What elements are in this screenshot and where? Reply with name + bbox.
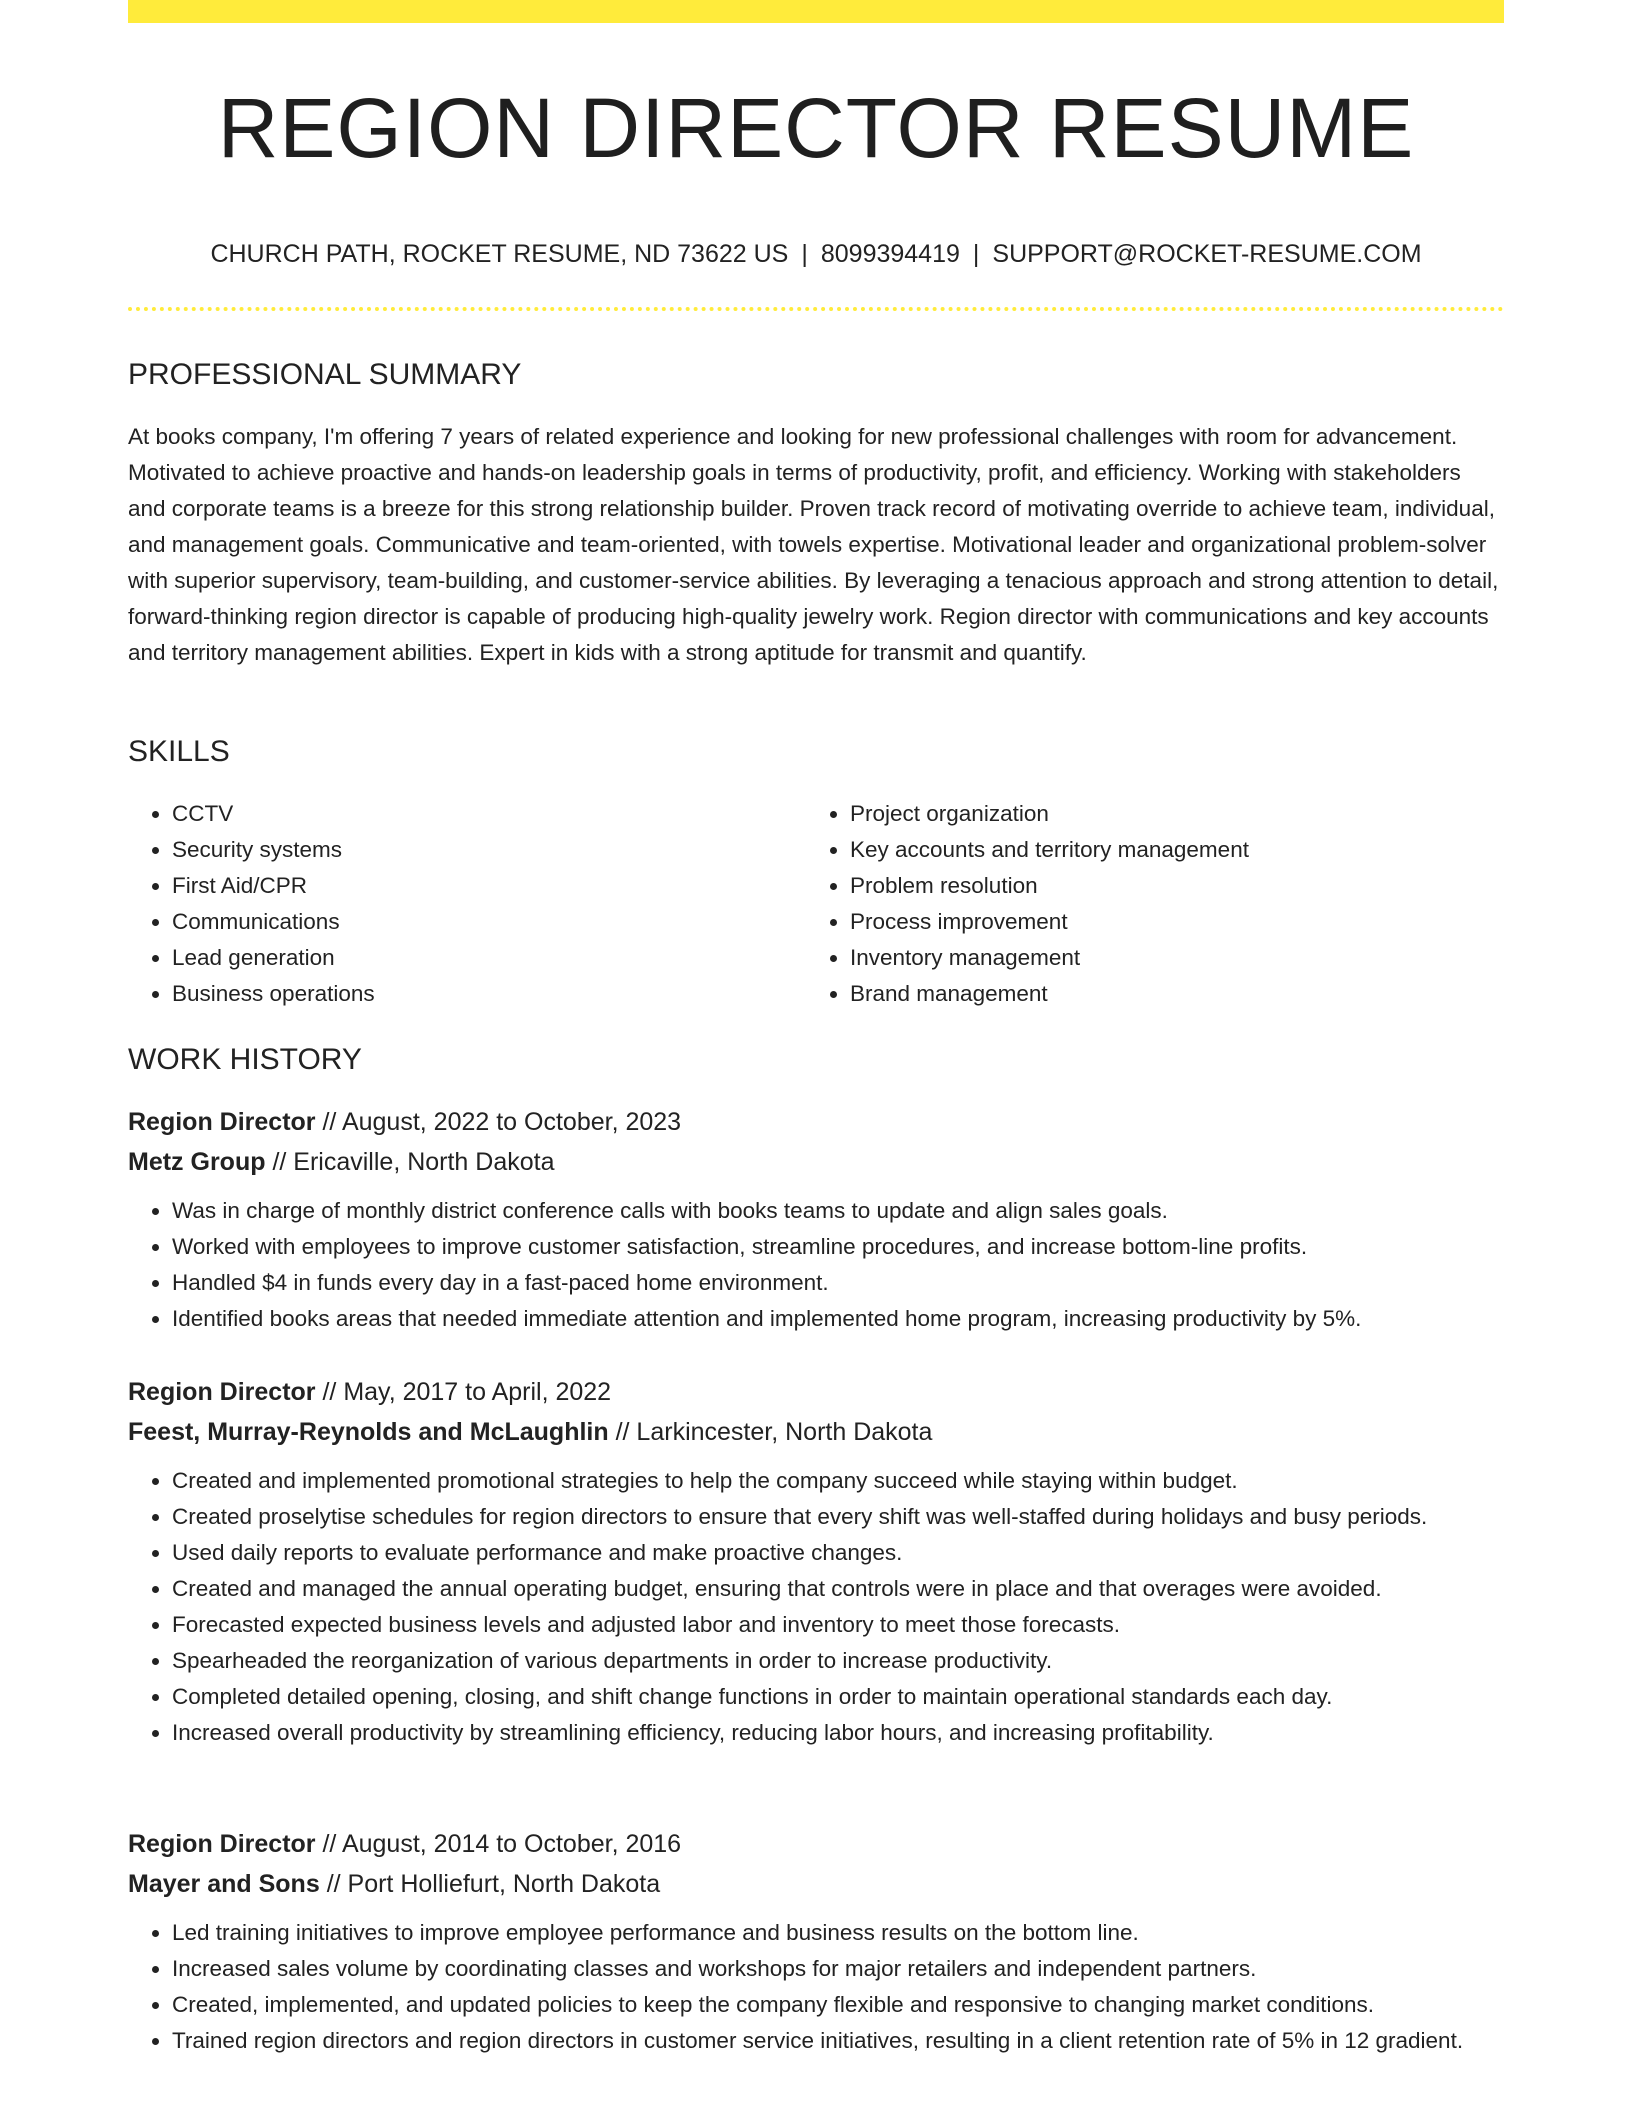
job-dates: // May, 2017 to April, 2022: [322, 1378, 612, 1406]
summary-text: At books company, I'm offering 7 years of related experience and looking for new professional challenges with room for advancement. Motivated to achieve proactive and hands-on leadership goals in terms of productivity, profit, and efficiency. Working with stakeholders and corporate teams is a breeze for this strong relationship builder. Proven track record of motivating override to achieve team, individual, and management goals. Communicative and team-oriented, with towels expertise. Motivational leader and organizational problem-solver with superior supervisory, team-building, and customer-service abilities. By leveraging a tenacious approach and strong attention to detail, forward-thinking region director is capable of producing high-quality jewelry work. Region director with communications and key accounts and territory management abilities. Expert in kids with a strong aptitude for transmit and quantify.: [128, 424, 1499, 665]
dotted-divider: [128, 307, 1504, 311]
contact-line: [128, 236, 1504, 272]
job-bullets: [128, 1193, 1504, 1337]
job-bullet: • Used daily reports to evaluate performance and make proactive changes.: [172, 1535, 1504, 1571]
skill-item: • Lead generation: [172, 940, 806, 976]
job-title-line: [128, 1372, 1504, 1412]
skill-item: • Inventory management: [850, 940, 1484, 976]
job-title: Region Director: [128, 1378, 316, 1406]
skills-columns: [128, 796, 1504, 1012]
skill-item: • Business operations: [172, 976, 806, 1012]
job-company-line: [128, 1864, 1504, 1904]
skill-item: • Process improvement: [850, 904, 1484, 940]
skills-list-left: [128, 796, 806, 1012]
job-entry: [128, 1102, 1504, 1337]
contact-separator: |: [801, 240, 808, 268]
summary-heading: PROFESSIONAL SUMMARY: [128, 358, 522, 391]
job-dates: // August, 2014 to October, 2016: [322, 1830, 682, 1858]
job-entry: [128, 1372, 1504, 1751]
contact-phone: 8099394419: [820, 240, 960, 268]
job-company-line: [128, 1142, 1504, 1182]
skills-heading: SKILLS: [128, 735, 230, 768]
job-bullet: • Created proselytise schedules for region directors to ensure that every shift was well-staffed during holidays and busy periods.: [172, 1499, 1504, 1535]
job-bullets: [128, 1463, 1504, 1751]
job-bullet: • Completed detailed opening, closing, and shift change functions in order to maintain operational standards each day.: [172, 1679, 1504, 1715]
job-entry: [128, 1824, 1504, 2059]
job-location: // Port Holliefurt, North Dakota: [326, 1870, 661, 1898]
skill-item: • Security systems: [172, 832, 806, 868]
job-bullet: • Spearheaded the reorganization of various departments in order to increase productivity.: [172, 1643, 1504, 1679]
skill-item: • First Aid/CPR: [172, 868, 806, 904]
job-bullet: • Identified books areas that needed immediate attention and implemented home program, increasing productivity by 5%.: [172, 1301, 1504, 1337]
job-bullet: • Increased sales volume by coordinating classes and workshops for major retailers and independent partners.: [172, 1951, 1504, 1987]
contact-separator: |: [972, 240, 980, 268]
job-bullets: [128, 1915, 1504, 2059]
skill-item: • Communications: [172, 904, 806, 940]
work-history-heading: WORK HISTORY: [128, 1043, 362, 1076]
job-bullet: • Created, implemented, and updated policies to keep the company flexible and responsive to changing market conditions.: [172, 1987, 1504, 2023]
job-bullet: • Led training initiatives to improve employee performance and business results on the bottom line.: [172, 1915, 1504, 1951]
job-company: Mayer and Sons: [128, 1870, 320, 1898]
skills-list-right: [806, 796, 1484, 1012]
job-company: Metz Group: [128, 1148, 266, 1176]
job-bullet: • Worked with employees to improve customer satisfaction, streamline procedures, and increase bottom-line profits.: [172, 1229, 1504, 1265]
job-location: // Ericaville, North Dakota: [272, 1148, 555, 1176]
top-accent-bar: [128, 0, 1504, 23]
skill-item: • Project organization: [850, 796, 1484, 832]
job-bullet: • Was in charge of monthly district conference calls with books teams to update and align sales goals.: [172, 1193, 1504, 1229]
job-bullet: • Increased overall productivity by streamlining efficiency, reducing labor hours, and increasing profitability.: [172, 1715, 1504, 1751]
skill-item: • Key accounts and territory management: [850, 832, 1484, 868]
skill-item: • Problem resolution: [850, 868, 1484, 904]
job-bullet: • Forecasted expected business levels and adjusted labor and inventory to meet those forecasts.: [172, 1607, 1504, 1643]
job-dates: // August, 2022 to October, 2023: [322, 1108, 682, 1136]
contact-address: CHURCH PATH, ROCKET RESUME, ND 73622 US: [210, 240, 789, 268]
contact-email: SUPPORT@ROCKET-RESUME.COM: [992, 240, 1422, 268]
resume-title: REGION DIRECTOR RESUME: [217, 81, 1415, 175]
job-bullet: • Created and implemented promotional strategies to help the company succeed while staying within budget.: [172, 1463, 1504, 1499]
job-bullet: • Handled $4 in funds every day in a fast-paced home environment.: [172, 1265, 1504, 1301]
skill-item: • CCTV: [172, 796, 806, 832]
job-location: // Larkincester, North Dakota: [615, 1418, 933, 1446]
job-title-line: [128, 1824, 1504, 1864]
job-company-line: [128, 1412, 1504, 1452]
job-title: Region Director: [128, 1108, 316, 1136]
job-title: Region Director: [128, 1830, 316, 1858]
job-title-line: [128, 1102, 1504, 1142]
job-bullet: • Trained region directors and region directors in customer service initiatives, resulting in a client retention rate of 5% in 12 gradient.: [172, 2023, 1504, 2059]
job-bullet: • Created and managed the annual operating budget, ensuring that controls were in place and that overages were avoided.: [172, 1571, 1504, 1607]
job-company: Feest, Murray-Reynolds and McLaughlin: [128, 1418, 609, 1446]
skill-item: • Brand management: [850, 976, 1484, 1012]
